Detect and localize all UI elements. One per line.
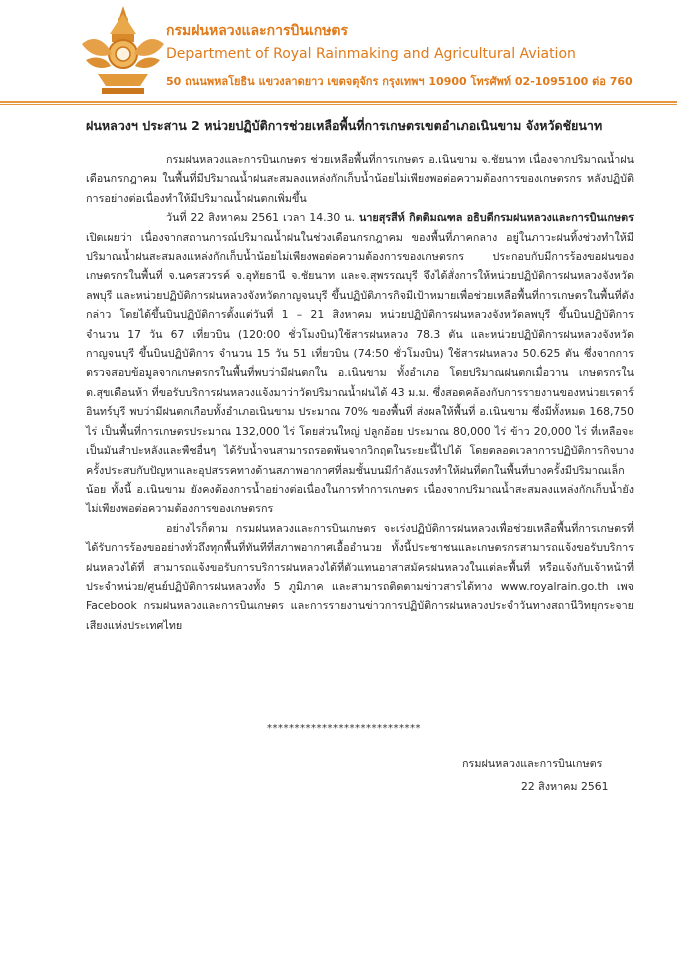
date-lead: วันที่ 22 สิงหาคม 2561 เวลา 14.30 น. [166,211,359,225]
header-divider [0,101,677,103]
separator-line: **************************** [267,723,421,734]
news-title: ฝนหลวงฯ ประสาน 2 หน่วยปฏิบัติการช่วยเหลือพื้นที่การเกษตรเขตอำเภอเนินขาม จังหวัดชัยนาท [86,118,603,133]
signature-organization: กรมฝนหลวงและการบินเกษตร [462,757,603,770]
signature-date: 22 สิงหาคม 2561 [521,780,609,793]
paragraph-closing: อย่างไรก็ตาม กรมฝนหลวงและการบินเกษตร จะเร่งปฏิบัติการฝนหลวงเพื่อช่วยเหลือพื้นที่การเกษตรที่ได้รับการร้องขออย่างทั่วถึงทุกพื้นที่ทันทีที่สภาพอากาศเอื้ออำนวย ทั้งนี้ประชาชนและเกษตรกรสามารถแจ้งขอรับบริการฝนหลวงได้ที่ สามารถแจ้งขอรับการบริการฝนหลวงได้ที่ตัวแทนอาสาสมัครฝนหลวงในแต่ละพื้นที่ หรือแจ้งกับเจ้าหน้าที่ประจำหน่วย/ศูนย์ปฏิบัติการฝนหลวงทั้ง 5 ภูมิภาค และสามารถติดตามข่าวสารได้ทาง www.royalrain.go.th เพจ Facebook กรมฝนหลวงและการบินเกษตร และการรายงานข่าวการปฏิบัติการฝนหลวงประจำวันทางสถานีวิทยุกระจายเสียงแห่งประเทศไทย [86,521,634,632]
paragraph-details [86,208,634,519]
paragraph-intro: กรมฝนหลวงและการบินเกษตร ช่วยเหลือพื้นที่การเกษตร อ.เนินขาม จ.ชัยนาท เนื่องจากปริมาณน้ำฝนเดือนกรกฎาคม ในพื้นที่มีปริมาณน้ำฝนสะสมลงแหล่งกักเก็บน้ำน้อยไม่เพียงพอต่อความต้องการของเกษตรกร หลังปฏิบัติการอย่างต่อเนื่องทำให้มีปริมาณน้ำฝนตกเพิ่มขึ้น [86,153,634,205]
org-name-english: Department of Royal Rainmaking and Agricultural Aviation [166,46,576,62]
org-address: 50 ถนนพหลโยธิน แขวงลาดยาว เขตจตุจักร กรุงเทพฯ 10900 โทรศัพท์ 02-1095100 ต่อ 760 [166,75,633,88]
news-body [86,150,634,635]
royal-emblem-icon [78,4,168,98]
paragraph-details-text: เปิดเผยว่า เนื่องจากสถานการณ์ปริมาณน้ำฝนในช่วงเดือนกรกฎาคม ของพื้นที่ภาคกลาง อยู่ในภาวะฝนทิ้งช่วงทำให้มีปริมาณน้ำฝนสะสมลงแหล่งกักเก็บน้ำน้อยไม่เพียงพอต่อความต้องการของเกษตรกร ประกอบกับมีการร้องขอฝนของเกษตรกรในพื้นที่ จ.นครสวรรค์ จ.อุทัยธานี จ.ชัยนาท และจ.สุพรรณบุรี จึงได้สั่งการให้หน่วยปฏิบัติการฝนหลวงจังหวัดลพบุรี และหน่วยปฏิบัติการฝนหลวงจังหวัดกาญจนบุรี ขึ้นปฏิบัติภารกิจมีเป้าหมายเพื่อช่วยเหลือพื้นที่การเกษตรในพื้นที่ดังกล่าว โดยได้ขึ้นบินปฏิบัติการตั้งแต่วันที่ 1 – 21 สิงหาคม หน่วยปฏิบัติการฝนหลวงจังหวัดลพบุรี ขึ้นบินปฏิบัติการ จำนวน 17 วัน 67 เที่ยวบิน (120:00 ชั่วโมงบิน)ใช้สารฝนหลวง 78.3 ตัน และหน่วยปฏิบัติการฝนหลวงจังหวัดกาญจนบุรี ขึ้นบินปฏิบัติการ จำนวน 15 วัน 51 เที่ยวบิน (74:50 ชั่วโมงบิน) ใช้สารฝนหลวง 50.625 ตัน ซึ่งจากการตรวจสอบข้อมูลจากเกษตรกรในพื้นที่พบว่ามีฝนตกใน อ.เนินขาม ทั้งอำเภอ โดยปริมาณฝนตกเมื่อวาน เกษตรกรใน ต.สุขเดือนห้า ที่ขอรับบริการฝนหลวงแจ้งมาว่าวัดปริมาณน้ำฝนได้ 43 ม.ม. ซึ่งสอดคล้องกับการรายงานของหน่วยเรดาร์อินทร์บุรี พบว่ามีฝนตกเกือบทั้งอำเภอเนินขาม ประมาณ 70% ของพื้นที่ ส่งผลให้พื้นที่ อ.เนินขาม ซึ่งมีทั้งหมด 168,750 ไร่ เป็นพื้นที่การเกษตรประมาณ 132,000 ไร่ โดยส่วนใหญ่ ปลูกอ้อย ประมาณ 80,000 ไร่ ข้าว 20,000 ไร่ ที่เหลือจะเป็นมันสำปะหลังและพืชอื่นๆ ได้รับน้ำจนสามารถรอดพ้นจากวิกฤตในระยะนี้ไปได้ โดยตลอดเวลาการปฏิบัติการกิจบางครั้งประสบกับปัญหาและอุปสรรคทางด้านสภาพอากาศที่ลมชั้นบนมีกำลังแรงทำให้ฝนที่ตกในพื้นที่บางครั้งมีปริมาณเล็กน้อย ทั้งนี้ อ.เนินขาม ยังคงต้องการน้ำอย่างต่อเนื่องในการทำการเกษตร เนื่องจากปริมาณน้ำสะสมลงแหล่งกักเก็บน้ำยังไม่เพียงพอต่อความต้องการของเกษตรกร [86,230,634,516]
letterhead [0,0,677,100]
org-name-thai: กรมฝนหลวงและการบินเกษตร [166,23,349,39]
speaker-name: นายสุรสีห์ กิตติมณฑล อธิบดีกรมฝนหลวงและการบินเกษตร [358,211,634,225]
header-divider-thin [0,104,677,105]
